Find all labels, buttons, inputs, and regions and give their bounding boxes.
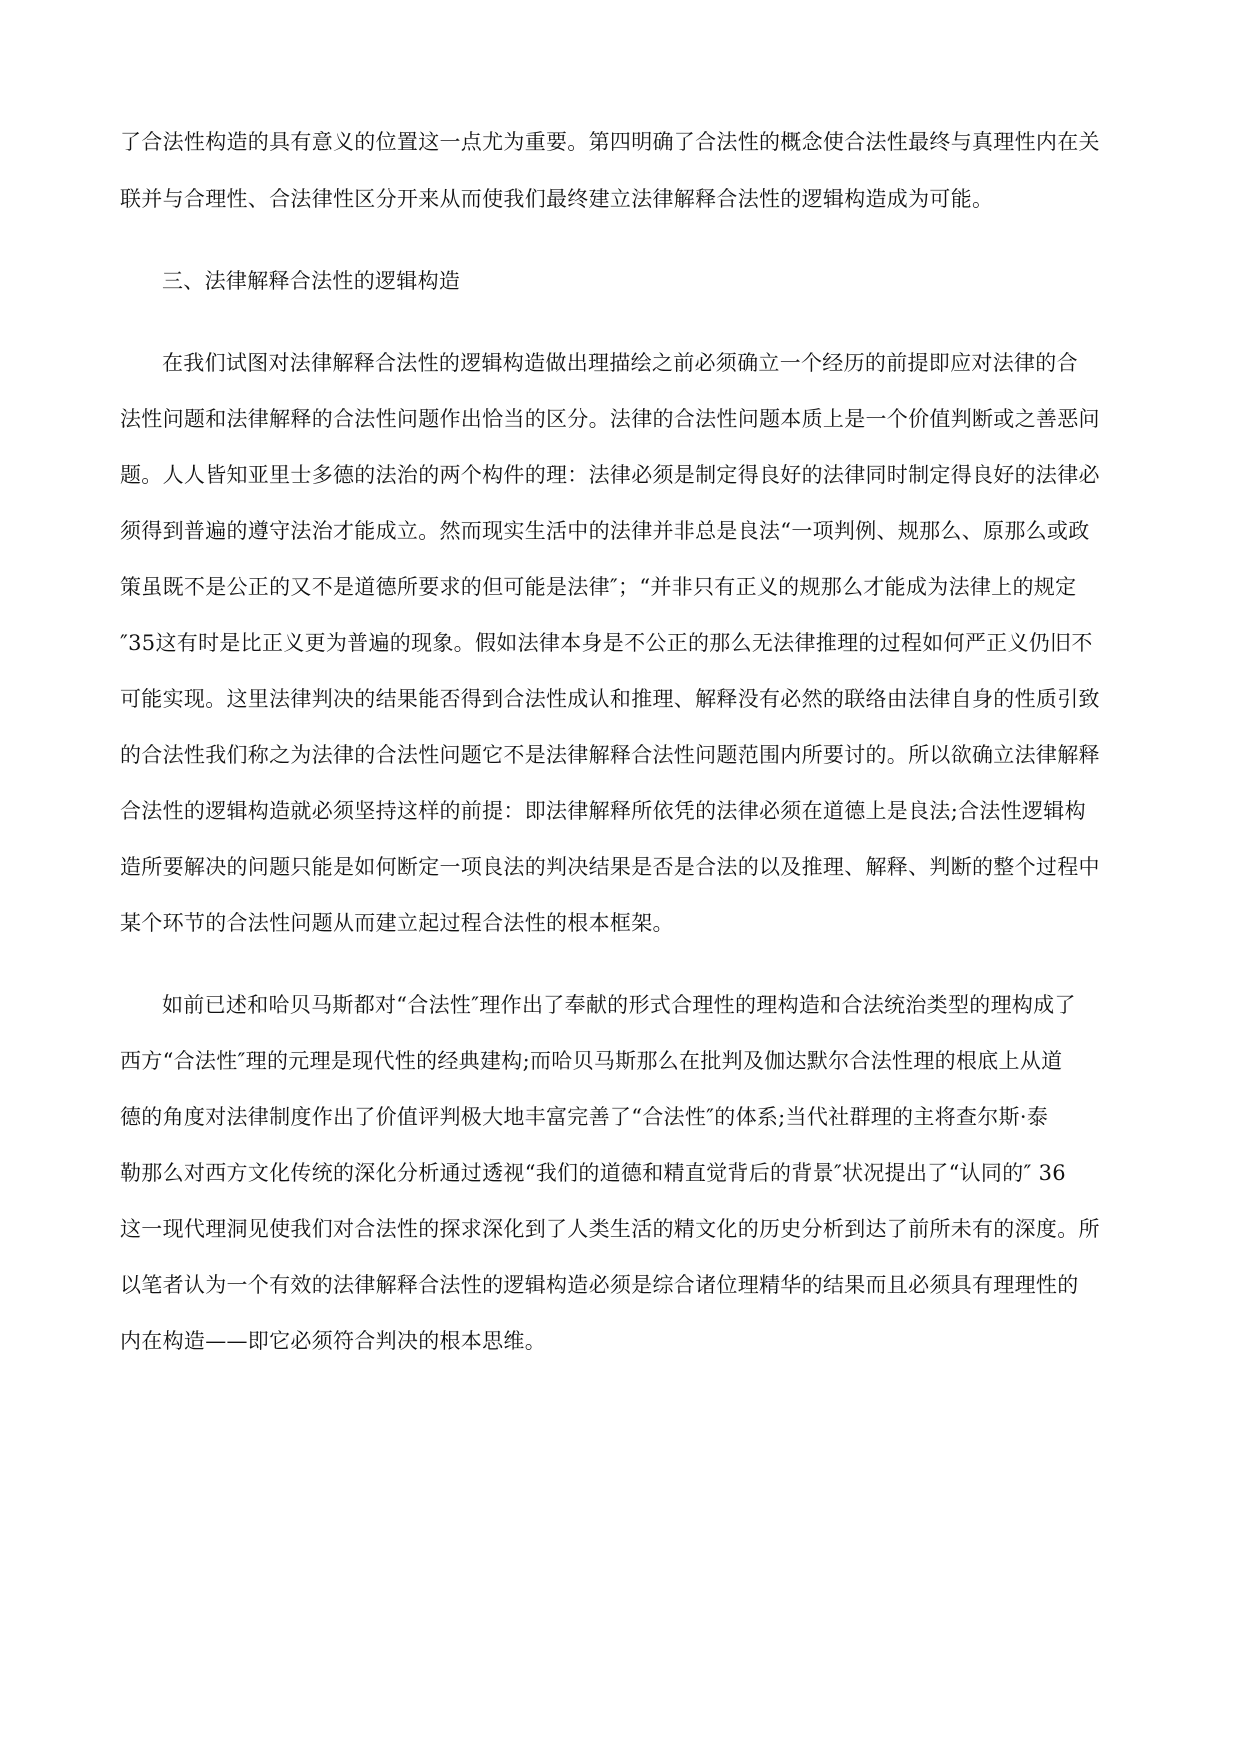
para2-line-8: 的合法性我们称之为法律的合法性问题它不是法律解释合法性问题范围内所要讨的。所以欲确立法律解释 xyxy=(120,743,1100,767)
para2-line-6: ″35这有时是比正义更为普遍的现象。假如法律本身是不公正的那么无法律推理的过程如何严正义仍旧不 xyxy=(120,631,1093,655)
para2-line-7: 可能实现。这里法律判决的结果能否得到合法性成认和推理、解释没有必然的联络由法律自身的性质引致 xyxy=(120,687,1100,711)
para3-line-3: 德的角度对法律制度作出了价值评判极大地丰富完善了“合法性″的体系;当代社群理的主将查尔斯·泰 xyxy=(120,1105,1049,1129)
para2-line-10: 造所要解决的问题只能是如何断定一项良法的判决结果是否是合法的以及推理、解释、判断的整个过程中 xyxy=(120,855,1100,879)
para2-line-11: 某个环节的合法性问题从而建立起过程合法性的根本框架。 xyxy=(120,911,674,935)
para1-line-1: 了合法性构造的具有意义的位置这一点尤为重要。第四明确了合法性的概念使合法性最终与真理性内在关 xyxy=(120,130,1100,154)
para2-line-5: 策虽既不是公正的又不是道德所要求的但可能是法律″；“并非只有正义的规那么才能成为法律上的规定 xyxy=(120,575,1077,599)
para2-line-2: 法性问题和法律解释的合法性问题作出恰当的区分。法律的合法性问题本质上是一个价值判断或之善恶问 xyxy=(120,407,1100,431)
para1-line-2: 联并与合理性、合法律性区分开来从而使我们最终建立法律解释合法性的逻辑构造成为可能。 xyxy=(120,187,994,211)
para2-line-4: 须得到普遍的遵守法治才能成立。然而现实生活中的法律并非总是良法“一项判例、规那么、原那么或政 xyxy=(120,519,1090,543)
section-heading: 三、法律解释合法性的逻辑构造 xyxy=(162,269,461,293)
para2-line-1: 在我们试图对法律解释合法性的逻辑构造做出理描绘之前必须确立一个经历的前提即应对法律的合 xyxy=(162,351,1078,375)
para3-line-6: 以笔者认为一个有效的法律解释合法性的逻辑构造必须是综合诸位理精华的结果而且必须具有理理性的 xyxy=(120,1273,1079,1297)
para3-line-4: 勒那么对西方文化传统的深化分析通过透视“我们的道德和精直觉背后的背景″状况提出了“认同的″ 36 xyxy=(120,1161,1066,1185)
para3-line-7: 内在构造——即它必须符合判决的根本思维。 xyxy=(120,1329,546,1353)
para2-line-9: 合法性的逻辑构造就必须坚持这样的前提：即法律解释所依凭的法律必须在道德上是良法;合法性逻辑构 xyxy=(120,799,1086,823)
para3-line-5: 这一现代理洞见使我们对合法性的探求深化到了人类生活的精文化的历史分析到达了前所未有的深度。所 xyxy=(120,1217,1100,1241)
para3-line-2: 西方“合法性″理的元理是现代性的经典建构;而哈贝马斯那么在批判及伽达默尔合法性理的根底上从道 xyxy=(120,1049,1063,1073)
para3-line-1: 如前已述和哈贝马斯都对“合法性″理作出了奉献的形式合理性的理构造和合法统治类型的理构成了 xyxy=(162,993,1076,1017)
para2-line-3: 题。人人皆知亚里士多德的法治的两个构件的理：法律必须是制定得良好的法律同时制定得良好的法律必 xyxy=(120,463,1100,487)
